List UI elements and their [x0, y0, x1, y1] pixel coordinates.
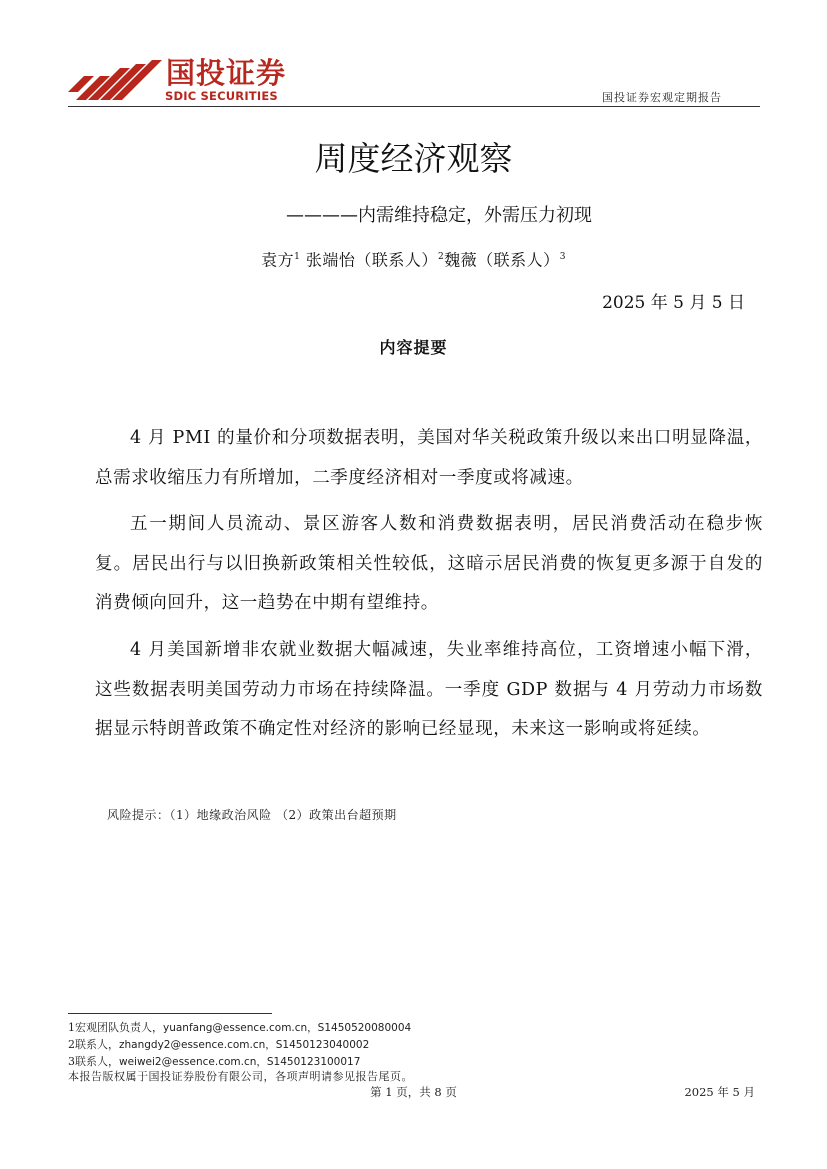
- footnote-number: 2: [68, 1038, 75, 1051]
- footnote-contact: zhangdy2@essence.com.cn，S1450123040002: [119, 1039, 370, 1051]
- footnote-number: 3: [68, 1055, 75, 1068]
- summary-paragraph: 4 月 PMI 的量价和分项数据表明，美国对华关税政策升级以来出口明显降温，总需求收缩压力有所增加，二季度经济相对一季度或将减速。: [95, 428, 763, 488]
- footnote-number: 1: [68, 1021, 75, 1034]
- risk-warning: 风险提示：（1）地缘政治风险 （2）政策出台超预期: [107, 808, 397, 822]
- footnote-marker: 3: [559, 252, 566, 262]
- document-title: 周度经济观察: [314, 139, 513, 178]
- footnote-role: 宏观团队负责人，: [75, 1021, 163, 1034]
- sdic-logo-icon: [68, 56, 164, 104]
- footnote-marker: 2: [437, 252, 445, 262]
- footnote-role: 联系人，: [75, 1055, 119, 1068]
- header-divider: [68, 106, 760, 107]
- footnote: [68, 1037, 369, 1053]
- footnote-contact: yuanfang@essence.com.cn，S1450520080004: [163, 1022, 412, 1034]
- footer-date: 2025 年 5 月: [684, 1085, 755, 1099]
- author-name: 魏薇（联系人）: [444, 250, 560, 270]
- footnote-marker: 1: [294, 252, 301, 262]
- footnote-divider: [68, 1013, 272, 1014]
- report-date: 2025 年 5 月 5 日: [602, 293, 745, 313]
- footnote: [68, 1054, 360, 1070]
- summary-paragraph: 五一期间人员流动、景区游客人数和消费数据表明，居民消费活动在稳步恢复。居民出行与以旧换新政策相关性较低，这暗示居民消费的恢复更多源于自发的消费倾向回升，这一趋势在中期有望维持。: [95, 514, 763, 613]
- summary-paragraph: 4 月美国新增非农就业数据大幅减速，失业率维持高位，工资增速小幅下滑，这些数据表明美国劳动力市场在持续降温。一季度 GDP 数据与 4 月劳动力市场数据显示特朗普政策不确定性对经济的影响已经显现，未来这一影响或将延续。: [95, 640, 763, 739]
- footnote: [68, 1020, 411, 1036]
- page-number: 第 1 页，共 8 页: [370, 1085, 457, 1099]
- document-subtitle: ————内需维持稳定，外需压力初现: [286, 205, 592, 226]
- footnote-contact: weiwei2@essence.com.cn，S1450123100017: [119, 1056, 361, 1068]
- author-name: 袁方: [261, 250, 295, 270]
- logo-english-name: SDIC SECURITIES: [165, 89, 278, 103]
- copyright-notice: 本报告版权属于国投证券股份有限公司，各项声明请参见报告尾页。: [68, 1070, 413, 1083]
- author-name: 张端怡（联系人）: [305, 250, 438, 270]
- footnote-role: 联系人，: [75, 1038, 119, 1051]
- logo-chinese-name: 国投证券: [166, 56, 287, 90]
- summary-heading: 内容提要: [379, 338, 448, 357]
- author-line: [0, 246, 827, 271]
- report-series-label: 国投证券宏观定期报告: [602, 91, 722, 104]
